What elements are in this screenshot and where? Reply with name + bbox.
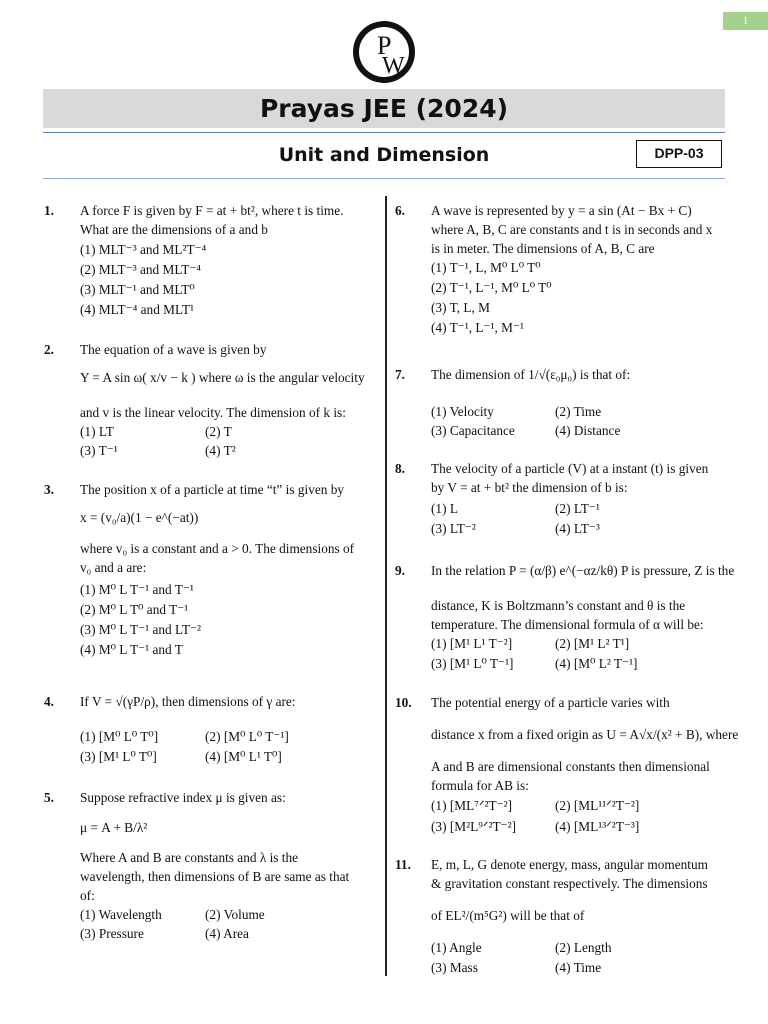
option[interactable]: (3) T, L, M: [431, 300, 490, 315]
question-number: 3.: [44, 482, 54, 497]
option[interactable]: (2) [M¹ L² T¹]: [555, 636, 630, 651]
option[interactable]: (2) Time: [555, 404, 602, 419]
question-text: distance, K is Boltzmann’s constant and θ is the: [431, 598, 686, 613]
question-text: x = (v₀/a)(1 − e^(−at)): [80, 510, 199, 525]
question-text: wavelength, then dimensions of B are same as that: [80, 869, 350, 884]
question-number: 11.: [395, 857, 411, 872]
header-rule: [43, 132, 725, 133]
question-text: Where A and B are constants and λ is the: [80, 850, 299, 865]
option[interactable]: (2) Length: [555, 940, 612, 955]
question-text: Suppose refractive index μ is given as:: [80, 790, 286, 805]
question-number: 6.: [395, 203, 405, 218]
option[interactable]: (1) M⁰ L T⁻¹ and T⁻¹: [80, 582, 194, 597]
option[interactable]: (4) [ML¹³ᐟ²T⁻³]: [555, 819, 640, 834]
question-text: The velocity of a particle (V) at a instant (t) is given: [431, 461, 709, 476]
option[interactable]: (1) MLT⁻³ and ML²T⁻⁴: [80, 242, 207, 257]
question-text: The position x of a particle at time “t” is given by: [80, 482, 345, 497]
option[interactable]: (2) [ML¹¹ᐟ²T⁻²]: [555, 798, 640, 813]
option[interactable]: (2) T⁻¹, L⁻¹, M⁰ L⁰ T⁰: [431, 280, 552, 295]
option[interactable]: (4) T²: [205, 443, 236, 458]
question-text: The potential energy of a particle varies with: [431, 695, 670, 710]
header-rule-2: [43, 178, 725, 179]
question-text: A and B are dimensional constants then dimensional: [431, 759, 710, 774]
option[interactable]: (2) Volume: [205, 907, 265, 922]
option[interactable]: (2) LT⁻¹: [555, 501, 600, 516]
option[interactable]: (3) [M¹ L⁰ T⁻¹]: [431, 656, 514, 671]
option[interactable]: (3) Mass: [431, 960, 478, 975]
question-text: What are the dimensions of a and b: [80, 222, 268, 237]
question-text: by V = at + bt² the dimension of b is:: [431, 480, 628, 495]
question-text: The equation of a wave is given by: [80, 342, 267, 357]
question-number: 9.: [395, 563, 405, 578]
question-number: 10.: [395, 695, 412, 710]
question-number: 4.: [44, 694, 54, 709]
question-number: 8.: [395, 461, 405, 476]
question-text: A force F is given by F = at + bt², where t is time.: [80, 203, 344, 218]
question-text: temperature. The dimensional formula of α will be:: [431, 617, 704, 632]
question-text: distance x from a fixed origin as U = A√x/(x² + B), where: [431, 727, 739, 742]
option[interactable]: (3) T⁻¹: [80, 443, 118, 458]
option[interactable]: (3) MLT⁻¹ and MLT⁰: [80, 282, 195, 297]
page-title: Prayas JEE (2024): [259, 94, 509, 123]
option[interactable]: (3) M⁰ L T⁻¹ and LT⁻²: [80, 622, 202, 637]
option[interactable]: (4) MLT⁻⁴ and MLT¹: [80, 302, 195, 317]
option[interactable]: (1) [M¹ L¹ T⁻²]: [431, 636, 513, 651]
question-number: 5.: [44, 790, 54, 805]
option[interactable]: (4) [M⁰ L² T⁻¹]: [555, 656, 638, 671]
question-text: E, m, L, G denote energy, mass, angular momentum: [431, 857, 708, 872]
option[interactable]: (1) T⁻¹, L, M⁰ L⁰ T⁰: [431, 260, 541, 275]
question-number: 2.: [44, 342, 54, 357]
question-text: of:: [80, 888, 95, 903]
question-text: v₀ and a are:: [80, 560, 147, 575]
svg-text:W: W: [382, 53, 405, 79]
option[interactable]: (4) Distance: [555, 423, 621, 438]
option[interactable]: (1) Velocity: [431, 404, 494, 419]
option[interactable]: (4) [M⁰ L¹ T⁰]: [205, 749, 282, 764]
chapter-title: Unit and Dimension: [278, 144, 490, 166]
question-text: A wave is represented by y = a sin (At − Bx + C): [431, 203, 692, 218]
question-text: and v is the linear velocity. The dimension of k is:: [80, 405, 346, 420]
option[interactable]: (4) Time: [555, 960, 602, 975]
question-text: The dimension of 1/√(ε₀μ₀) is that of:: [431, 367, 631, 382]
option[interactable]: (2) [M⁰ L⁰ T⁻¹]: [205, 729, 289, 744]
question-text: Y = A sin ω( x/v − k ) where ω is the angular velocity: [80, 370, 365, 385]
option[interactable]: (3) [M¹ L⁰ T⁰]: [80, 749, 157, 764]
option[interactable]: (1) LT: [80, 424, 114, 439]
column-divider: [385, 196, 387, 976]
pw-logo-icon: [352, 20, 416, 84]
option[interactable]: (1) Wavelength: [80, 907, 162, 922]
question-text: If V = √(γP/ρ), then dimensions of γ are:: [80, 694, 296, 709]
option[interactable]: (1) Angle: [431, 940, 482, 955]
option[interactable]: (1) L: [431, 501, 458, 516]
question-text: & gravitation constant respectively. The dimensions: [431, 876, 708, 891]
question-text: In the relation P = (α/β) e^(−αz/kθ) P is pressure, Z is the: [431, 563, 735, 578]
svg-text:P: P: [377, 31, 392, 60]
option[interactable]: (1) [ML⁷ᐟ²T⁻²]: [431, 798, 513, 813]
question-number: 1.: [44, 203, 54, 218]
question-text: where v₀ is a constant and a > 0. The dimensions of: [80, 541, 355, 556]
page-number: 1: [723, 12, 768, 30]
option[interactable]: (3) [M²L⁹ᐟ²T⁻²]: [431, 819, 516, 834]
question-text: of EL²/(m⁵G²) will be that of: [431, 908, 585, 923]
question-text: where A, B, C are constants and t is in seconds and x: [431, 222, 713, 237]
question-text: is in meter. The dimensions of A, B, C are: [431, 241, 655, 256]
option[interactable]: (1) [M⁰ L⁰ T⁰]: [80, 729, 159, 744]
option[interactable]: (2) MLT⁻³ and MLT⁻⁴: [80, 262, 202, 277]
option[interactable]: (4) M⁰ L T⁻¹ and T: [80, 642, 183, 657]
option[interactable]: (3) Capacitance: [431, 423, 515, 438]
question-text: μ = A + B/λ²: [80, 820, 148, 835]
option[interactable]: (3) LT⁻²: [431, 521, 476, 536]
question-number: 7.: [395, 367, 405, 382]
option[interactable]: (2) T: [205, 424, 232, 439]
option[interactable]: (4) LT⁻³: [555, 521, 600, 536]
option[interactable]: (2) M⁰ L T⁰ and T⁻¹: [80, 602, 189, 617]
question-text: formula for AB is:: [431, 778, 529, 793]
dpp-badge: DPP-03: [636, 140, 722, 168]
option[interactable]: (4) Area: [205, 926, 249, 941]
option[interactable]: (4) T⁻¹, L⁻¹, M⁻¹: [431, 320, 524, 335]
option[interactable]: (3) Pressure: [80, 926, 144, 941]
